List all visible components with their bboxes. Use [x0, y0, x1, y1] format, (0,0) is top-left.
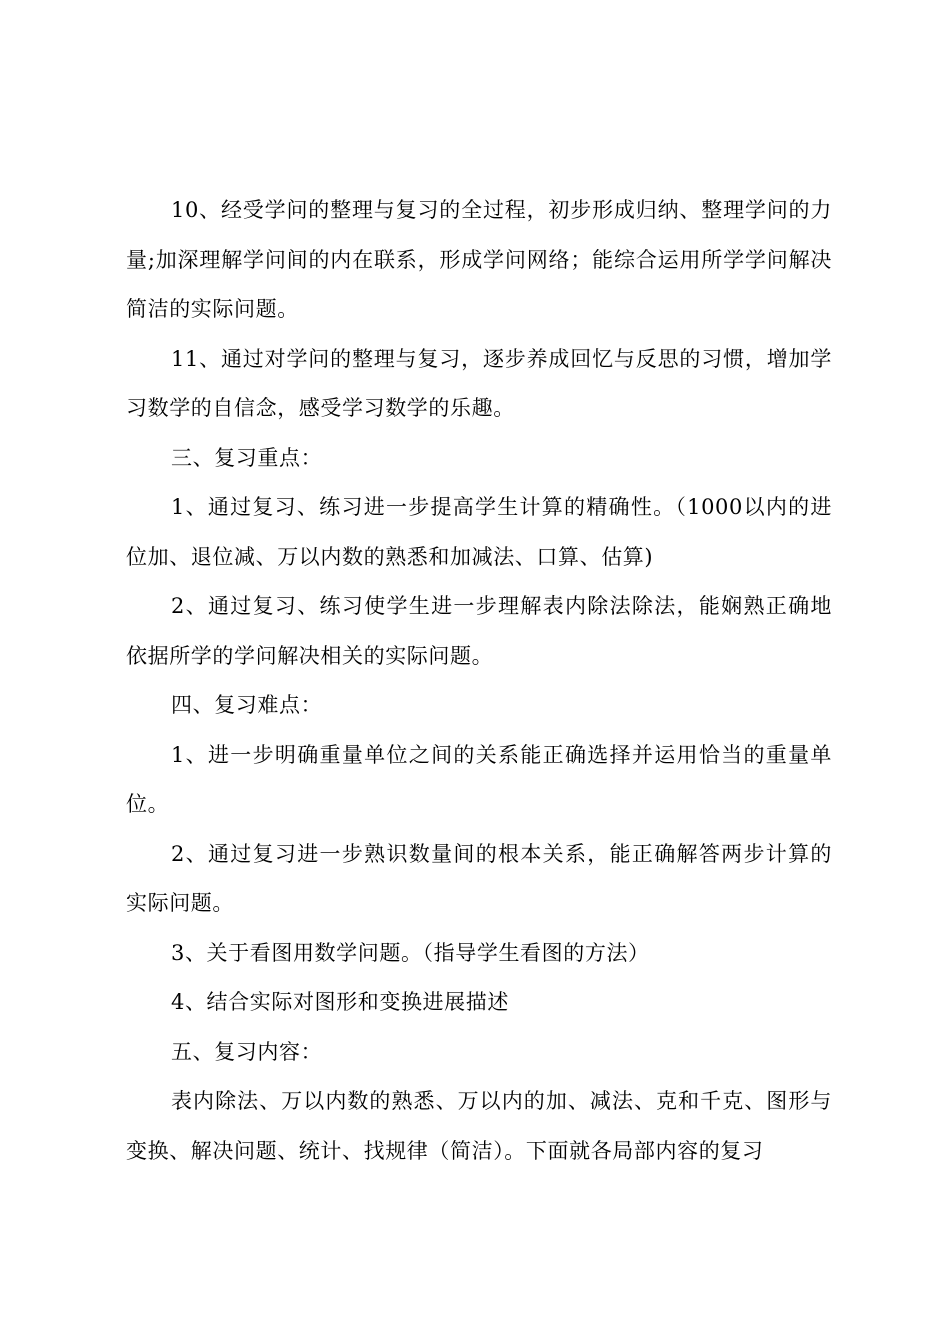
heading-review-focus: 三、复习重点： [171, 445, 323, 470]
paragraph-goal-10: 10、经受学问的整理与复习的全过程，初步形成归纳、整理学问的力量;加深理解学问间的内在联系，形成学问网络；能综合运用所学学问解决简洁的实际问题。 [126, 198, 832, 321]
heading-review-content: 五、复习内容： [171, 1039, 323, 1064]
paragraph-difficulty-1: 1、进一步明确重量单位之间的关系能正确选择并运用恰当的重量单位。 [126, 742, 832, 816]
paragraph-goal-11: 11、通过对学问的整理与复习，逐步养成回忆与反思的习惯，增加学习数学的自信念，感受学习数学的乐趣。 [126, 346, 832, 420]
paragraph-focus-1: 1、通过复习、练习进一步提高学生计算的精确性。（1000以内的进位加、退位减、万以内数的熟悉和加减法、口算、估算) [126, 495, 832, 569]
document-body [126, 186, 832, 1176]
paragraph-focus-2: 2、通过复习、练习使学生进一步理解表内除法除法，能娴熟正确地依据所学的学问解决相关的实际问题。 [126, 594, 832, 668]
paragraph-difficulty-3: 3、关于看图用数学问题。（指导学生看图的方法） [171, 940, 650, 965]
heading-review-difficulties: 四、复习难点： [171, 693, 323, 717]
paragraph-difficulty-4: 4、结合实际对图形和变换进展描述 [171, 990, 509, 1014]
paragraph-difficulty-2: 2、通过复习进一步熟识数量间的根本关系，能正确解答两步计算的实际问题。 [126, 841, 832, 915]
paragraph-content: 表内除法、万以内数的熟悉、万以内的加、减法、克和千克、图形与变换、解决问题、统计、找规律（简洁）。下面就各局部内容的复习 [126, 1089, 832, 1163]
